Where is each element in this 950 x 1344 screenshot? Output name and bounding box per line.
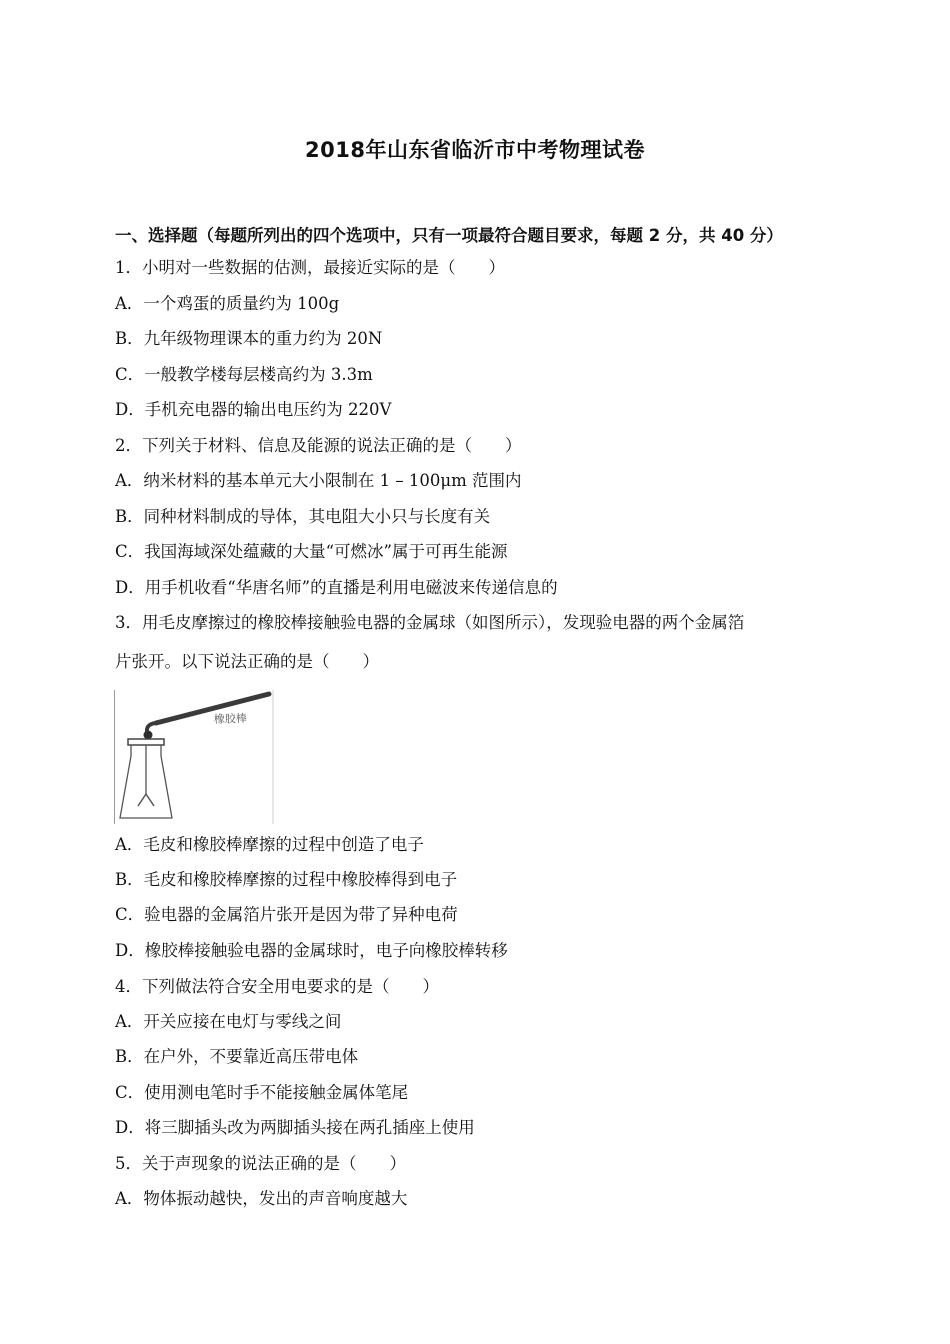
- question-1-stem: 1．小明对一些数据的估测，最接近实际的是（ ）: [115, 258, 505, 277]
- question-4-option-a: A．开关应接在电灯与零线之间: [115, 1012, 342, 1031]
- metal-foil-left: [138, 794, 146, 806]
- question-4-option-c: C．使用测电笔时手不能接触金属体笔尾: [115, 1083, 409, 1102]
- question-4-option-b: B．在户外，不要靠近高压带电体: [115, 1047, 359, 1066]
- question-2-option-b: B．同种材料制成的导体，其电阻大小只与长度有关: [115, 507, 491, 526]
- question-3-option-a: A．毛皮和橡胶棒摩擦的过程中创造了电子: [115, 835, 424, 854]
- question-3-option-d: D．橡胶棒接触验电器的金属球时，电子向橡胶棒转移: [115, 941, 508, 960]
- question-1-option-b: B．九年级物理课本的重力约为 20N: [115, 329, 383, 348]
- question-1-option-a: A．一个鸡蛋的质量约为 100g: [115, 294, 340, 313]
- question-4-option-d: D．将三脚插头改为两脚插头接在两孔插座上使用: [115, 1118, 475, 1137]
- question-5-option-a: A．物体振动越快，发出的声音响度越大: [115, 1189, 408, 1208]
- question-4-stem: 4．下列做法符合安全用电要求的是（ ）: [115, 977, 439, 996]
- rubber-rod-label: 橡胶棒: [213, 711, 248, 726]
- question-1-option-c: C．一般教学楼每层楼高约为 3.3m: [115, 365, 373, 384]
- question-3-option-c: C．验电器的金属箔片张开是因为带了异种电荷: [115, 905, 458, 924]
- question-5-stem: 5．关于声现象的说法正确的是（ ）: [115, 1154, 406, 1173]
- electroscope-figure: [114, 690, 274, 824]
- question-2-option-a: A．纳米材料的基本单元大小限制在 1 – 100μm 范围内: [115, 471, 522, 490]
- question-3-option-b: B．毛皮和橡胶棒摩擦的过程中橡胶棒得到电子: [115, 870, 458, 889]
- question-3-stem-line1: 3．用毛皮摩擦过的橡胶棒接触验电器的金属球（如图所示），发现验电器的两个金属箔: [115, 613, 745, 632]
- question-2-stem: 2．下列关于材料、信息及能源的说法正确的是（ ）: [115, 436, 522, 455]
- metal-ball: [144, 731, 153, 740]
- section-heading: 一、选择题（每题所列出的四个选项中，只有一项最符合题目要求，每题 2 分，共 40 分）: [115, 226, 783, 245]
- page-title: 2018年山东省临沂市中考物理试卷: [305, 138, 645, 162]
- question-3-stem-line2: 片张开。以下说法正确的是（ ）: [115, 652, 379, 671]
- electroscope-diagram: [114, 690, 274, 824]
- metal-foil-right: [146, 794, 154, 806]
- rubber-rod: [156, 694, 269, 723]
- question-2-option-d: D．用手机收看“华唐名师”的直播是利用电磁波来传递信息的: [115, 578, 558, 597]
- question-2-option-c: C．我国海域深处蕴藏的大量“可燃冰”属于可再生能源: [115, 542, 508, 561]
- question-1-option-d: D．手机充电器的输出电压约为 220V: [115, 400, 392, 419]
